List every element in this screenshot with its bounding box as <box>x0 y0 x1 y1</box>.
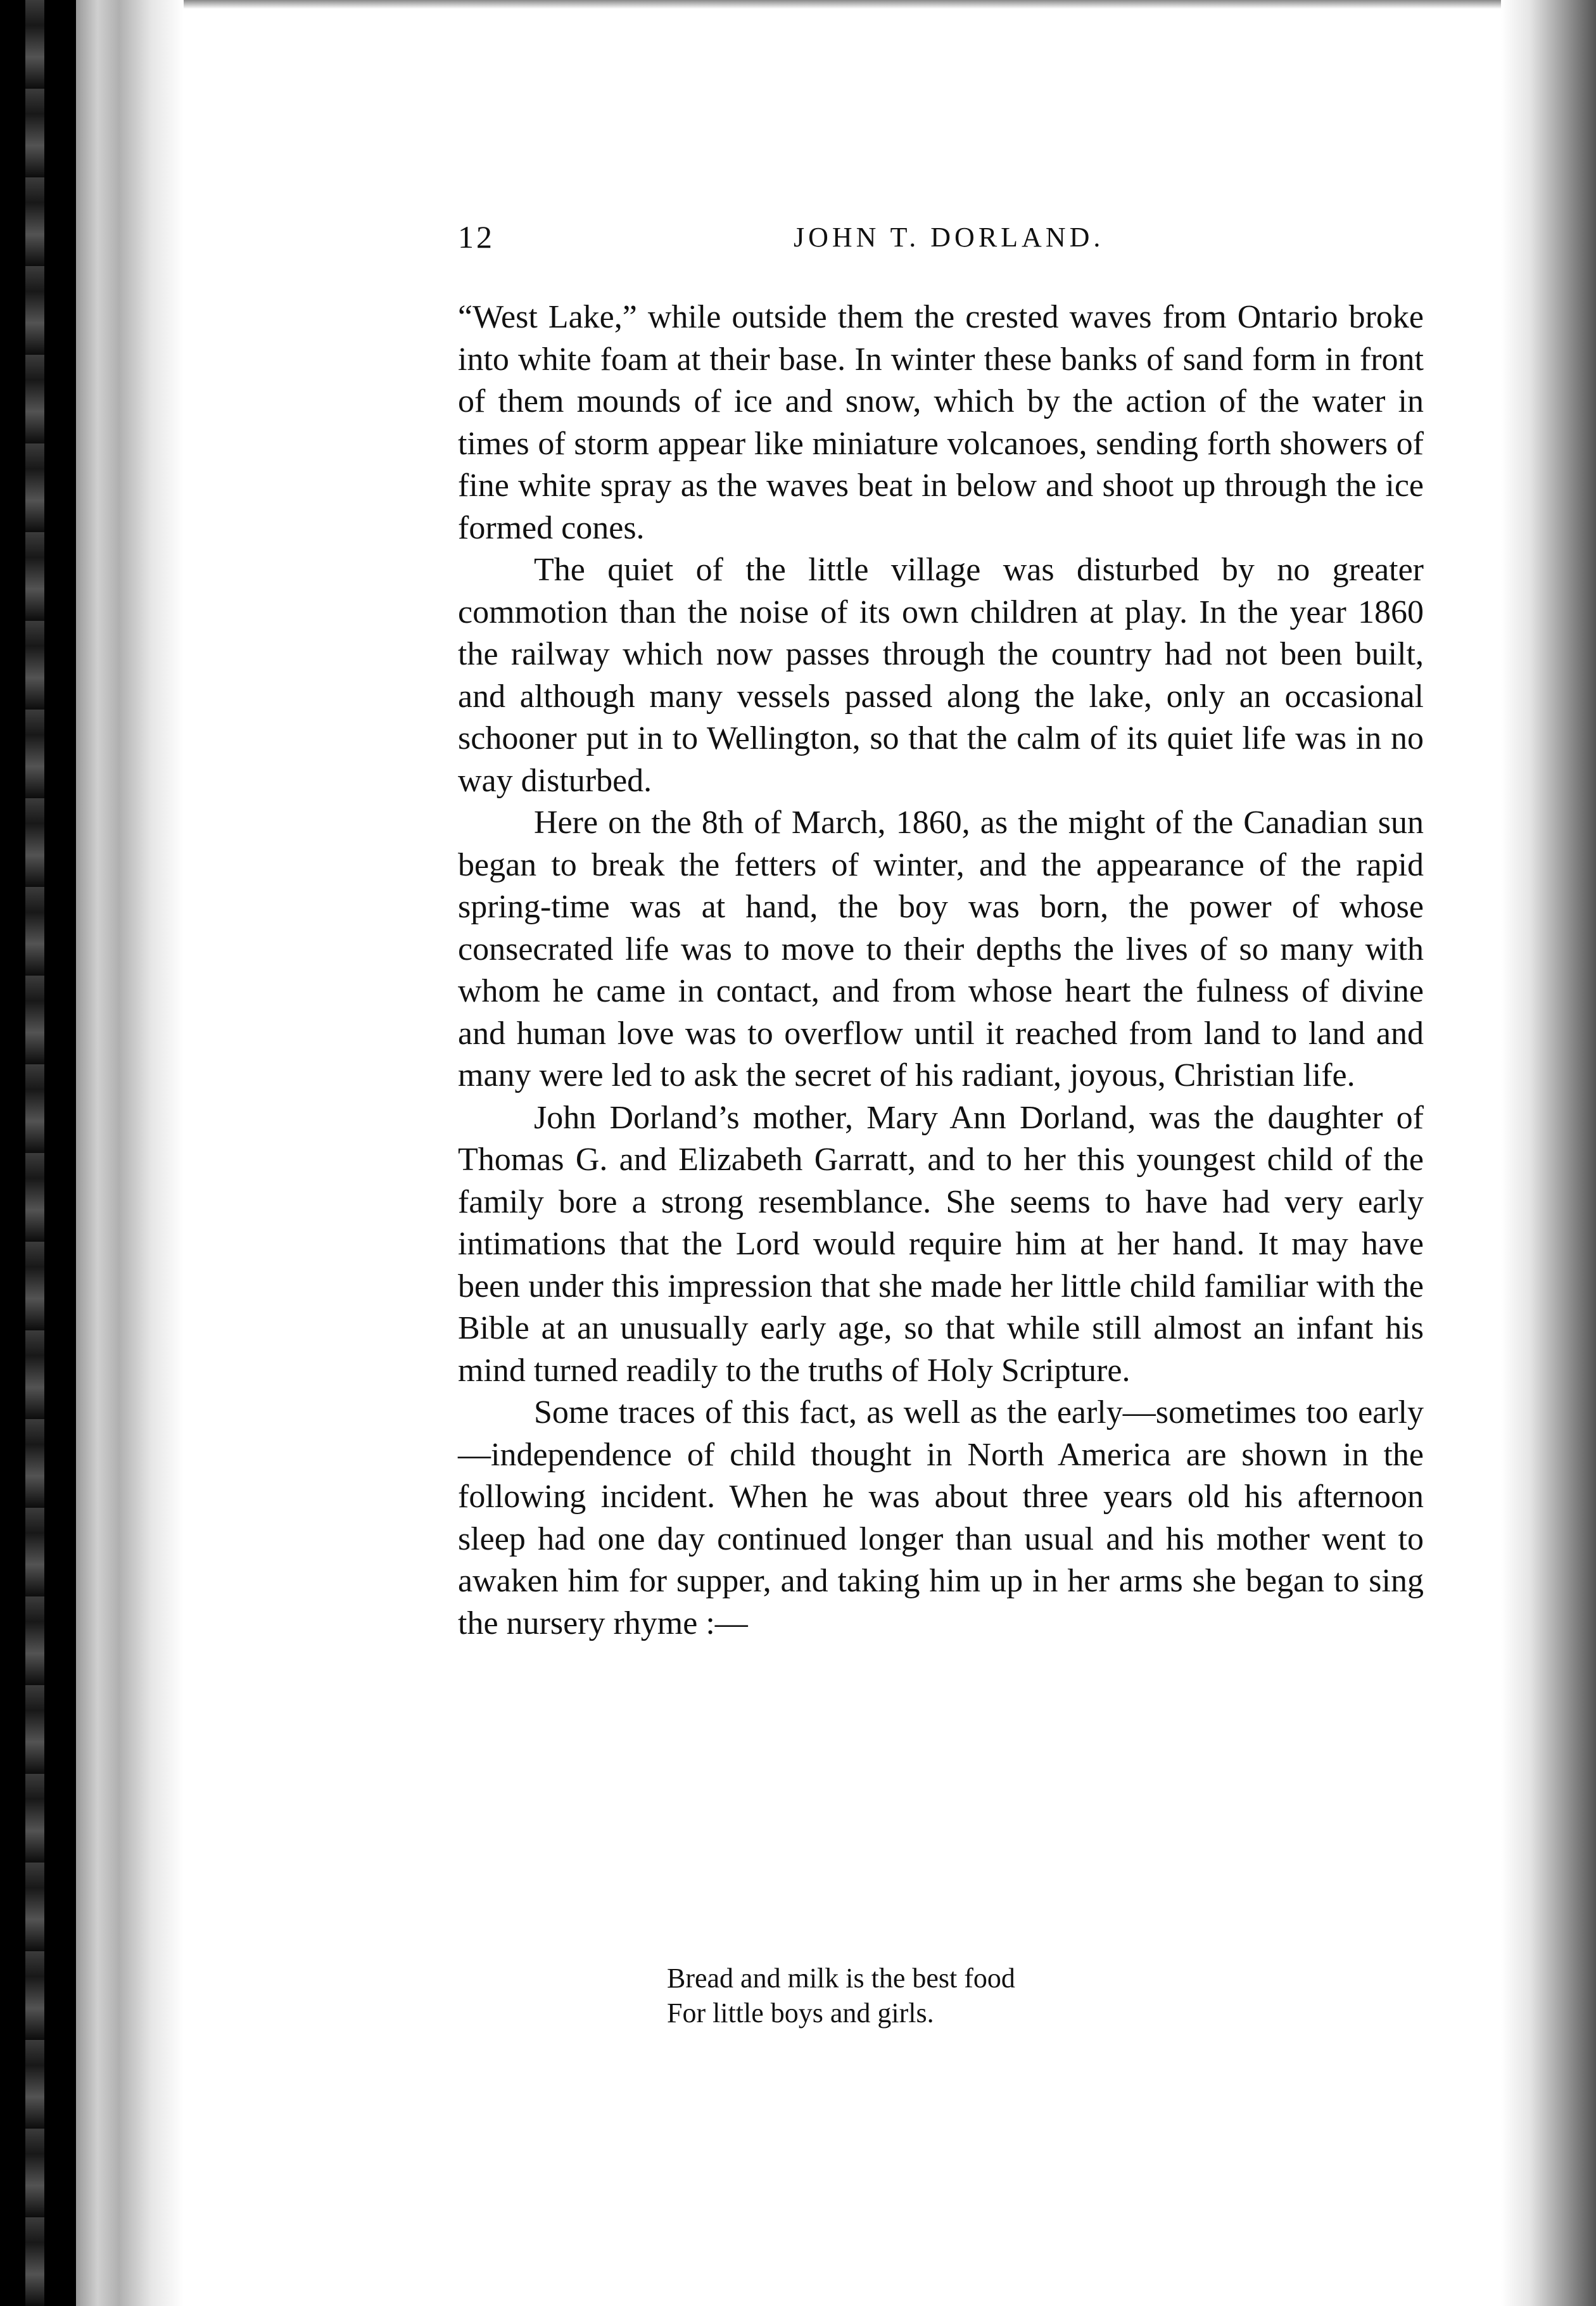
page-edges <box>76 0 184 2306</box>
verse-line-1: Bread and milk is the best food <box>667 1963 1015 1994</box>
paragraph-3: Here on the 8th of March, 1860, as the might of the Canadian sun began to break the fetters of winter, and the appearance of the rapid spring-time was at hand, the boy was born, the power of whose consecrated life was to move to their depths the lives of so many with whom he came in contact, and from whose heart the fulness of divine and human love was to overflow until it reached from land to land and many were led to ask the secret of his radiant, joyous, Christian life. <box>458 805 1424 1093</box>
scan-border <box>0 0 76 2306</box>
verse-line-2: For little boys and girls. <box>667 1997 934 2029</box>
nursery-rhyme <box>667 1961 1015 2030</box>
page-number: 12 <box>458 219 495 255</box>
paragraph-4: John Dorland’s mother, Mary Ann Dorland, was the daughter of Thomas G. and Elizabeth Garratt, and to her this youngest child of the family bore a strong resemblance. She seems to have had very early intimations that the Lord would require him at her hand. It may have been under this impression that she made her little child familiar with the Bible at an unusually early age, so that while still almost an infant his mind turned readily to the truths of Holy Scripture. <box>458 1099 1424 1389</box>
body-text <box>458 296 1424 1645</box>
top-shadow <box>184 0 1501 9</box>
running-head: JOHN T. DORLAND. <box>794 222 1105 253</box>
paragraph-5: Some traces of this fact, as well as the early—sometimes too early—independence of child thought in North America are shown in the following incident. When he was about three years old his afternoon sleep had one day continued longer than usual and his mother went to awaken him for supper, and taking him up in her arms she began to sing the nursery rhyme :— <box>458 1394 1424 1641</box>
right-page-edge <box>1501 0 1596 2306</box>
paragraph-1: “West Lake,” while outside them the crested waves from Ontario broke into white foam at their base. In winter these banks of sand form in front of them mounds of ice and snow, which by the action of the water in times of storm appear like miniature volcanoes, sending forth showers of fine white spray as the waves beat in below and shoot up through the ice formed cones. <box>458 299 1424 546</box>
paragraph-2: The quiet of the little village was disturbed by no greater commotion than the noise of its own children at play. In the year 1860 the railway which now passes through the country had not been built, and although many vessels passed along the lake, only an occasional schooner put in to Wellington, so that the calm of its quiet life was in no way disturbed. <box>458 552 1424 799</box>
page-header <box>458 219 1427 263</box>
